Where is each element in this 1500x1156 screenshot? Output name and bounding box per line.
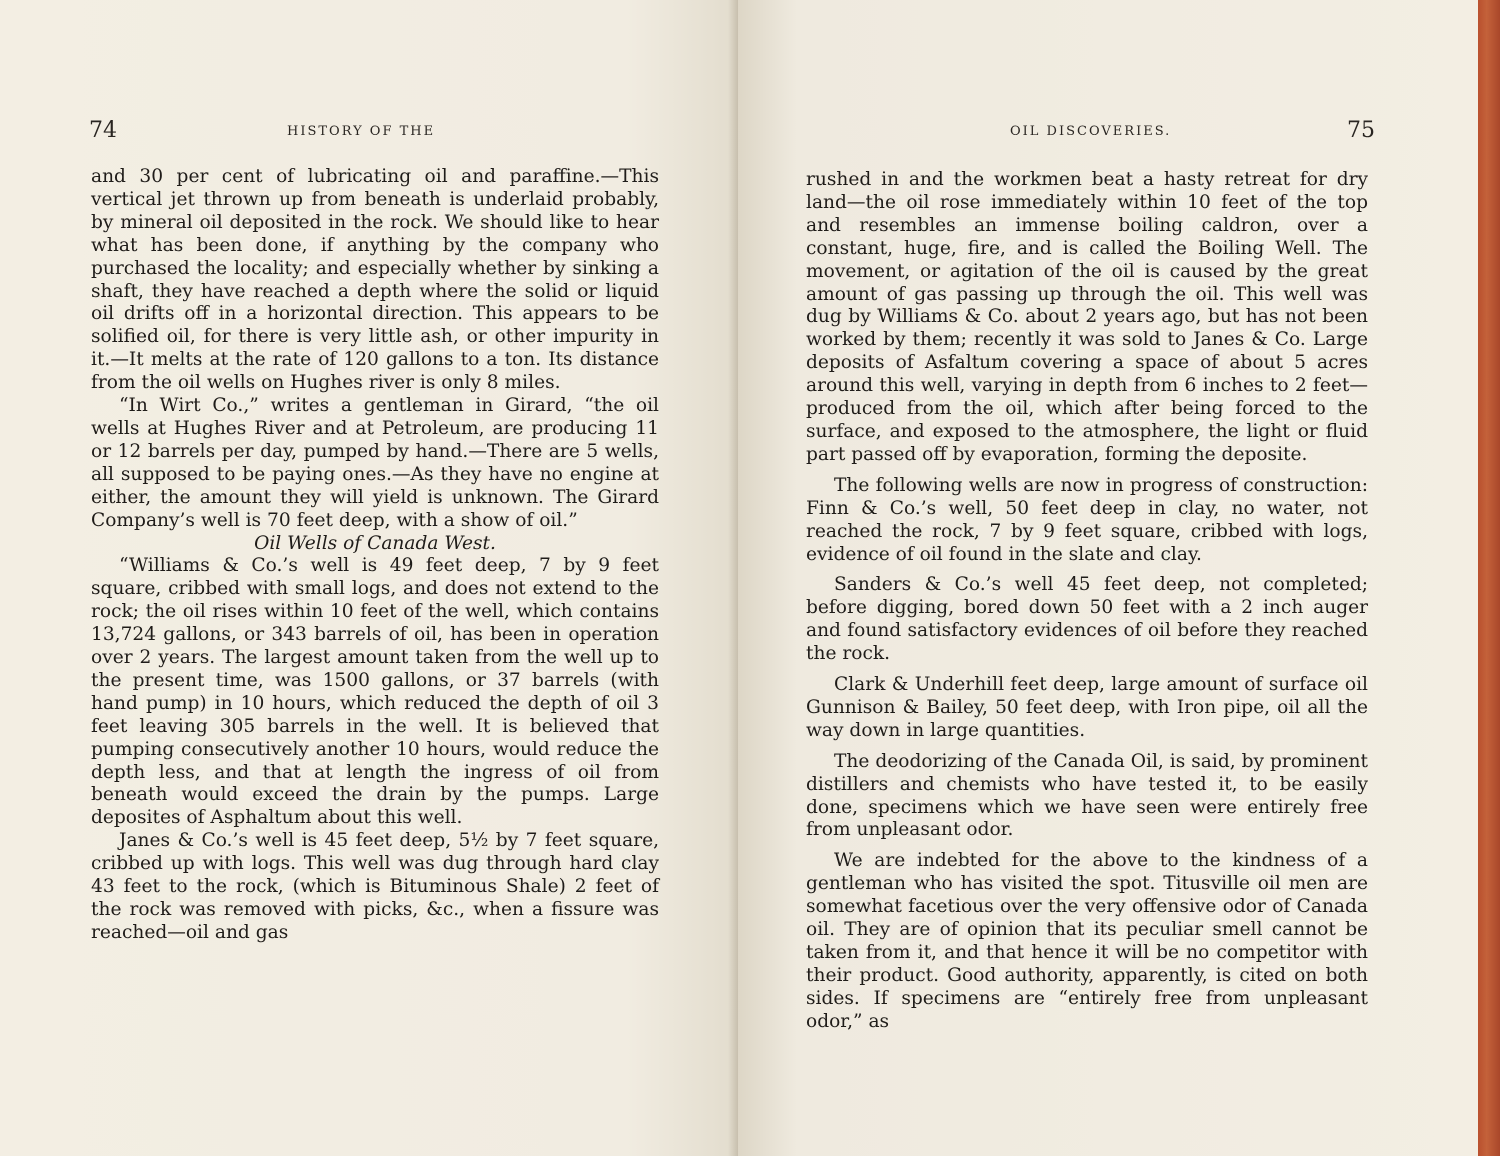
paragraph: “In Wirt Co.,” writes a gentleman in Girard, “the oil wells at Hughes River and at Petroleum, are producing 11 or 12 barrels per day, pumped by hand.—There are 5 wells, all supposed to be paying ones.—As they have no engine at either, the amount they will yield is unknown. The Girard Company’s well is 70 feet deep, with a show of oil.” bbox=[91, 395, 659, 531]
left-page bbox=[0, 0, 738, 1156]
left-page-body bbox=[91, 166, 659, 945]
running-head-left: HISTORY OF THE bbox=[287, 124, 436, 139]
paragraph: The deodorizing of the Canada Oil, is said, by prominent distillers and chemists who have tested it, to be easily done, specimens which we have seen were entirely free from unpleasant odor. bbox=[806, 750, 1368, 841]
paragraph: The following wells are now in progress of construction: Finn & Co.’s well, 50 feet deep in clay, no water, not reached the rock, 7 by 9 feet square, cribbed with logs, evidence of oil found in the slate and clay. bbox=[806, 474, 1368, 565]
paragraph: Clark & Underhill feet deep, large amount of surface oil Gunnison & Bailey, 50 feet deep, with Iron pipe, oil all the way down in large quantities. bbox=[806, 674, 1368, 741]
page-number-right: 75 bbox=[1347, 118, 1375, 143]
right-page-body bbox=[806, 169, 1368, 1034]
paragraph: and 30 per cent of lubricating oil and paraffine.—This vertical jet thrown up from beneath is underlaid probably, by mineral oil deposited in the rock. We should like to hear what has been done, if anything by the company who purchased the locality; and especially whether by sinking a shaft, they have reached a depth where the solid or liquid oil drifts off in a horizontal direction. This appears to be solified oil, for there is very little ash, or other impurity in it.—It melts at the rate of 120 gallons to a ton. Its distance from the oil wells on Hughes river is only 8 miles. bbox=[91, 166, 659, 394]
running-head-right: OIL DISCOVERIES. bbox=[1010, 124, 1172, 139]
paragraph: We are indebted for the above to the kindness of a gentleman who has visited the spot. Titusville oil men are somewhat facetious over the very offensive odor of Canada oil. They are of opinion that its peculiar smell cannot be taken from it, and that hence it will be no competitor with their product. Good authority, apparently, is cited on both sides. If specimens are “entirely free from unpleasant odor,” as bbox=[806, 850, 1368, 1032]
section-subheading: Oil Wells of Canada West. bbox=[254, 532, 496, 554]
book-cover-edge bbox=[1478, 0, 1500, 1156]
paragraph: Sanders & Co.’s well 45 feet deep, not completed; before digging, bored down 50 feet with a 2 inch auger and found satisfactory evidences of oil before they reached the rock. bbox=[806, 574, 1368, 665]
page-number-left: 74 bbox=[89, 118, 117, 143]
paragraph: Janes & Co.’s well is 45 feet deep, 5½ by 7 feet square, cribbed up with logs. This well was dug through hard clay 43 feet to the rock, (which is Bituminous Shale) 2 feet of the rock was removed with picks, &c., when a fissure was reached—oil and gas bbox=[91, 830, 659, 943]
paragraph: rushed in and the workmen beat a hasty retreat for dry land—the oil rose immediately within 10 feet of the top and resembles an immense boiling caldron, over a constant, huge, fire, and is called the Boiling Well. The movement, or agitation of the oil is caused by the great amount of gas passing up through the oil. This well was dug by Williams & Co. about 2 years ago, but has not been worked by them; recently it was sold to Janes & Co. Large deposits of Asfaltum covering a space of about 5 acres around this well, varying in depth from 6 inches to 2 feet—produced from the oil, which after being forced to the surface, and exposed to the atmosphere, the light or fluid part passed off by evaporation, forming the deposite. bbox=[806, 169, 1368, 465]
paragraph: “Williams & Co.’s well is 49 feet deep, 7 by 9 feet square, cribbed with small logs, and does not extend to the rock; the oil rises within 10 feet of the well, which contains 13,724 gallons, or 343 barrels of oil, has been in operation over 2 years. The largest amount taken from the well up to the present time, was 1500 gallons, or 37 barrels (with hand pump) in 10 hours, which reduced the depth of oil 3 feet leaving 305 barrels in the well. It is believed that pumping consecutively another 10 hours, would reduce the depth less, and that at length the ingress of oil from beneath would exceed the drain by the pumps. Large deposites of Asphaltum about this well. bbox=[91, 555, 659, 829]
